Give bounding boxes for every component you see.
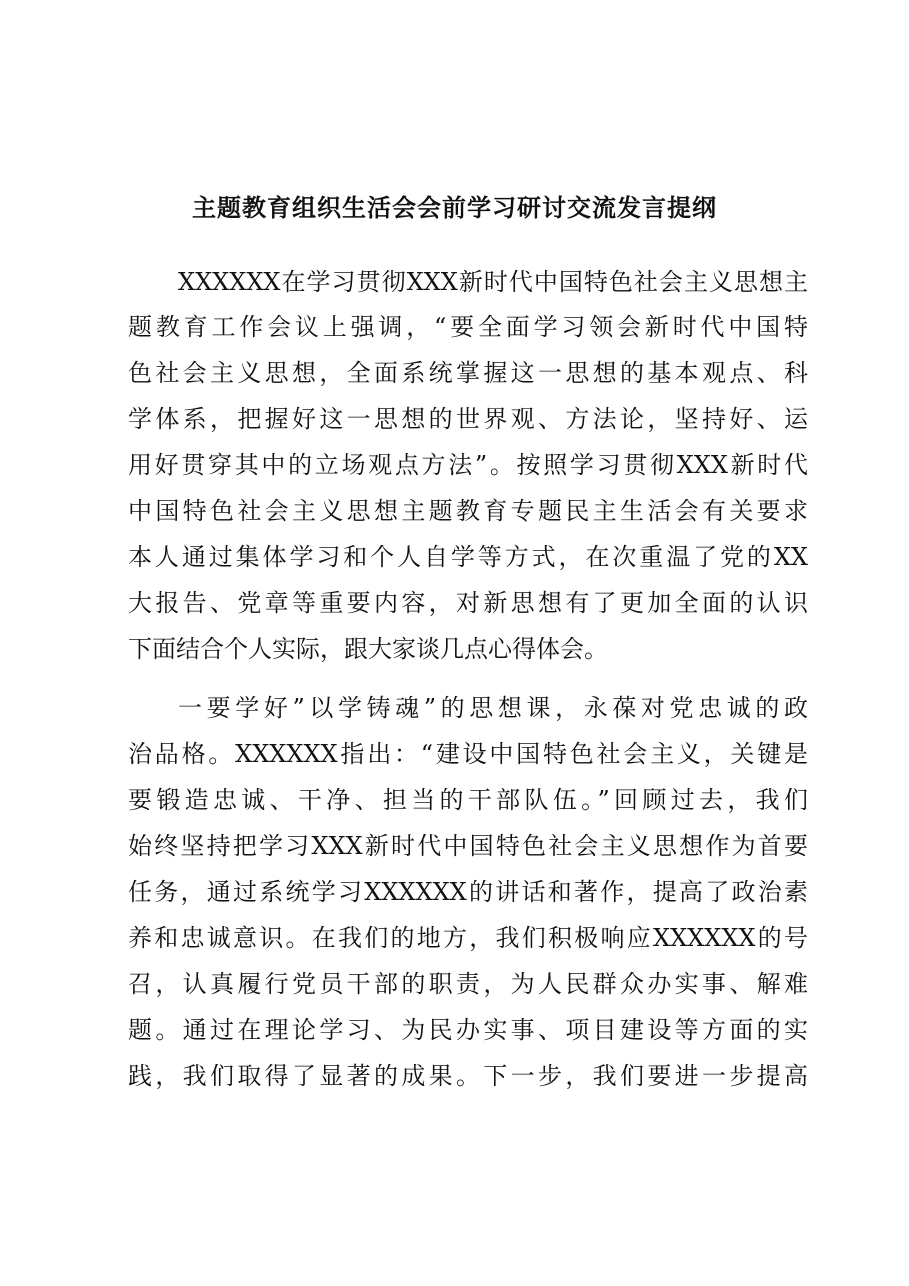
paragraph-2-line-5: 任务，通过系统学习XXXXXX的讲话和著作，提高了政治素 [128,878,808,906]
paragraph-2-line-6: 养和忠诚意识。在我们的地方，我们积极响应XXXXXX的号 [128,924,808,952]
paragraph-1-line-4: 学体系，把握好这一思想的世界观、方法论，坚持好、运 [128,405,808,433]
paragraph-1-line-1: XXXXXX在学习贯彻XXX新时代中国特色社会主义思想主 [178,268,808,296]
paragraph-1-line-2: 题教育工作会议上强调，“要全面学习领会新时代中国特 [128,313,808,341]
paragraph-2-line-1: 一要学好”以学铸魂”的思想课，永葆对党忠诚的政 [178,694,808,722]
paragraph-2-line-7: 召，认真履行党员干部的职责，为人民群众办实事、解难 [128,970,808,998]
paragraph-2-line-2: 治品格。XXXXXX指出：“建设中国特色社会主义，关键是 [128,740,808,768]
paragraph-2-line-8: 题。通过在理论学习、为民办实事、项目建设等方面的实 [128,1016,808,1044]
paragraph-1-line-8: 大报告、党章等重要内容，对新思想有了更加全面的认识 [128,589,808,617]
paragraph-2-line-4: 始终坚持把学习XXX新时代中国特色社会主义思想作为首要 [128,832,808,860]
paragraph-1-line-3: 色社会主义思想，全面系统掌握这一思想的基本观点、科 [128,359,808,387]
paragraph-1-line-7: 本人通过集体学习和个人自学等方式，在次重温了党的XX [128,543,808,571]
paragraph-2-line-9: 践，我们取得了显著的成果。下一步，我们要进一步提高 [128,1062,808,1090]
paragraph-2-line-3: 要锻造忠诚、干净、担当的干部队伍。”回顾过去，我们 [128,786,808,814]
paragraph-1-line-6: 中国特色社会主义思想主题教育专题民主生活会有关要求 [128,497,808,525]
paragraph-1-line-9: 下面结合个人实际，跟大家谈几点心得体会。 [128,635,608,663]
document-title: 主题教育组织生活会会前学习研讨交流发言提纲 [192,193,717,222]
paragraph-1-line-5: 用好贯穿其中的立场观点方法”。按照学习贯彻XXX新时代 [128,451,808,479]
